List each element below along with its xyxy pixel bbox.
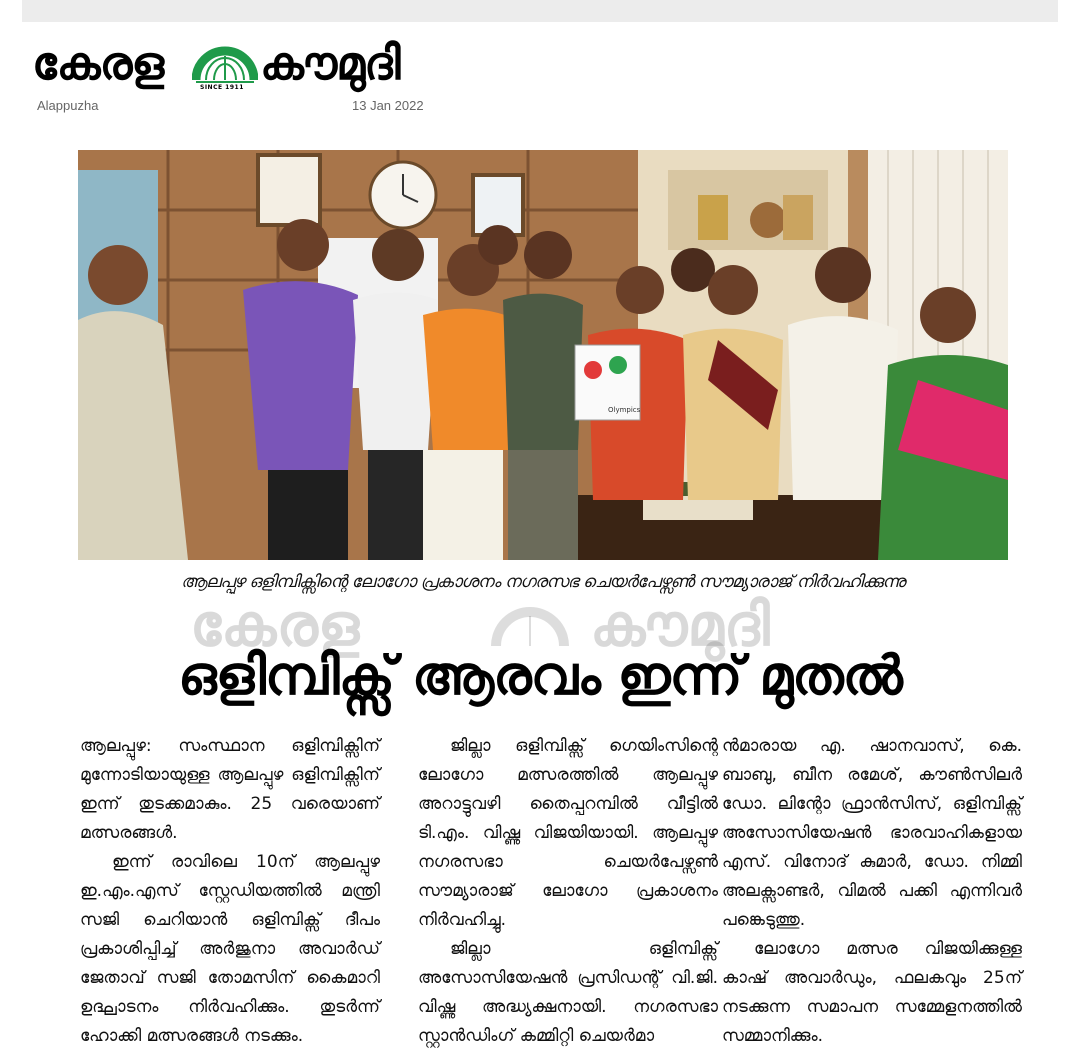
watermark-left: കേരള — [190, 591, 360, 659]
watermark-right: കൗമുദി — [590, 591, 770, 659]
masthead — [32, 32, 452, 116]
since-label: SINCE 1911 — [200, 84, 244, 91]
paragraph: ഇന്ന് രാവിലെ 10ന് ആലപ്പുഴ ഇ.എം.എസ് സ്റ്റേഡിയത്തിൽ മന്ത്രി സജി ചെറിയാൻ ഒളിമ്പിക്സ് ദീപം പ്രകാശിപ്പിച്ച് അർജുനാ അവാർഡ് ജേതാവ് സജി തോമസിന് കൈമാറി ഉദ്ഘാടനം നിർവഹിക്കും. തുടർന്ന് ഹോക്കി മത്സരങ്ങൾ നടക്കും. — [80, 852, 380, 1046]
publication-date: 13 Jan 2022 — [352, 98, 424, 113]
top-strip — [22, 0, 1058, 22]
logo-card-label: Olympics — [608, 406, 641, 414]
article-headline: ഒളിമ്പിക്സ് ആരവം ഇന്ന് മുതൽ — [178, 644, 902, 707]
news-photo — [78, 150, 1008, 560]
article-column-2 — [418, 732, 718, 1051]
brand-name-right: കൗമുദി — [260, 36, 400, 90]
paragraph: ജില്ലാ ഒളിമ്പിക്സ് അസോസിയേഷൻ പ്രസിഡന്റ് വി.ജി. വിഷ്ണു അദ്ധ്യക്ഷനായി. നഗരസഭാ സ്റ്റാൻഡിംഗ് കമ്മിറ്റി ചെയർമാ — [418, 939, 718, 1046]
paragraph: ആലപ്പുഴ: സംസ്ഥാന ഒളിമ്പിക്സിന് മുന്നോടിയായുള്ള ആലപ്പുഴ ഒളിമ്പിക്സിന് ഇന്ന് തുടക്കമാകും. 25 വരെയാണ് മത്സരങ്ങൾ. — [80, 736, 380, 843]
paragraph: ജില്ലാ ഒളിമ്പിക്സ് ഗെയിംസിന്റെ ലോഗോ മത്സരത്തിൽ ആലപ്പുഴ അറാട്ടുവഴി തൈപ്പറമ്പിൽ വീട്ടിൽ ടി.എം. വിഷ്ണു വിജയിയായി. ആലപ്പുഴ നഗരസഭാ ചെയർപേഴ്സൺ സൗമ്യാരാജ് ലോഗോ പ്രകാശനം നിർവഹിച്ചു. — [418, 736, 718, 930]
edition-label: Alappuzha — [37, 98, 99, 113]
brand-name-left: കേരള — [32, 36, 164, 90]
paragraph: ലോഗോ മത്സര വിജയിക്കുള്ള കാഷ് അവാർഡും, ഫലകവും 25ന് നടക്കുന്ന സമാപന സമ്മേളനത്തിൽ സമ്മാനിക്കും. — [722, 939, 1022, 1046]
photo-caption: ആലപ്പുഴ ഒളിമ്പിക്സിന്റെ ലോഗോ പ്രകാശനം നഗരസഭ ചെയർപേഴ്സൺ സൗമ്യാരാജ് നിർവഹിക്കുന്നു — [181, 572, 905, 592]
paragraph: ൻമാരായ എ. ഷാനവാസ്, കെ. ബാബു, ബീന രമേശ്, കൗൺസിലർ ഡോ. ലിന്റോ ഫ്രാൻസിസ്, ഒളിമ്പിക്സ് അസോസിയേഷൻ ഭാരവാഹികളായ എസ്. വിനോദ് കുമാർ, ഡോ. നിമ്മി അലക്സാണ്ടർ, വിമൽ പക്കി എന്നിവർ പങ്കെടുത്തു. — [722, 736, 1022, 930]
article-column-1 — [80, 732, 380, 1051]
article-column-3 — [722, 732, 1022, 1051]
